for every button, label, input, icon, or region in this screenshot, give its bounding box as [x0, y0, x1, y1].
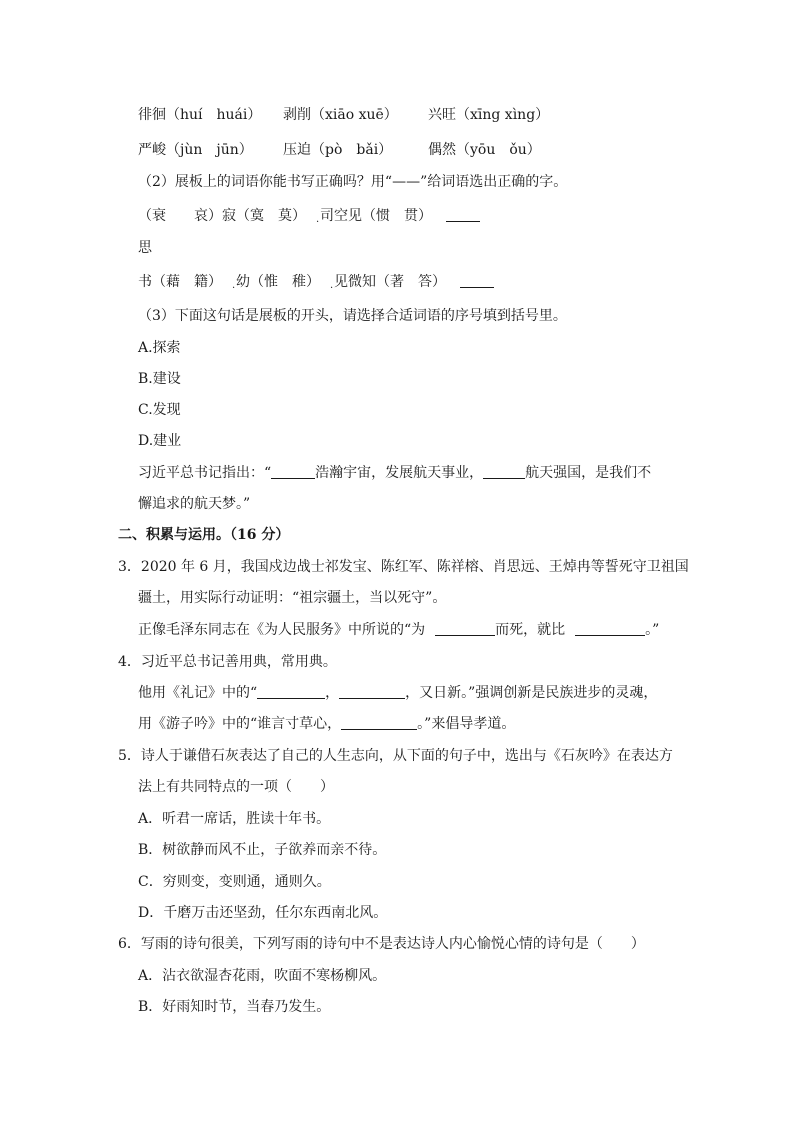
fill-sentence — [138, 464, 651, 482]
word-choice-row-1 — [138, 207, 480, 225]
word-choice: . 司空见（惯 贯） — [320, 208, 432, 224]
question-4-text: 4．习近平总书记善用典，常用典。 — [118, 654, 337, 670]
answer-blank[interactable] — [339, 684, 405, 699]
word-item: 严峻（jùn jūn） — [138, 142, 253, 158]
word-choice: . 幼（惟 稚） — [236, 274, 320, 290]
option-item: B．树欲静而风不止，子欲养而亲不待。 — [138, 842, 387, 858]
word-choice: 书（藉 籍） — [138, 274, 222, 290]
sentence-text: 。”来倡导孝道。 — [417, 716, 516, 732]
sentence-text: 正像毛泽东同志在《为人民服务》中所说的“为 — [138, 622, 426, 638]
sentence-text: 。” — [645, 622, 660, 638]
answer-blank[interactable] — [257, 684, 325, 699]
word-item: 偶然（yōu ǒu） — [428, 142, 541, 158]
answer-blank[interactable] — [271, 464, 315, 479]
answer-blank[interactable] — [446, 207, 480, 222]
word-item: 兴旺（xīng xìng） — [428, 107, 550, 123]
option-item: C．穷则变，变则通，通则久。 — [138, 874, 331, 890]
option-item: D．千磨万击还坚劲，任尔东西南北风。 — [138, 905, 388, 921]
option-item: A．听君一席话，胜读十年书。 — [138, 811, 331, 827]
question-2-prompt: （2）展板上的词语你能书写正确吗？用“——”给词语选出正确的字。 — [138, 174, 568, 190]
option-item: B.建设 — [138, 371, 181, 387]
question-3-text: 3．2020 年 6 月，我国戍边战士祁发宝、陈红军、陈祥榕、肖思远、王焯冉等誓死守卫祖国 — [118, 559, 689, 575]
sentence-text: 习近平总书记指出：“ — [138, 465, 272, 481]
word-choice: . 见微知（著 答） — [334, 274, 446, 290]
word-choice-row-2 — [138, 273, 494, 291]
option-item: A.探索 — [138, 340, 181, 356]
section-heading: 二、积累与运用。（16 分） — [118, 527, 290, 543]
question-5-text: 5．诗人于谦借石灰表达了自己的人生志向，从下面的句子中，选出与《石灰吟》在表达方 — [118, 748, 673, 764]
answer-blank[interactable] — [435, 621, 495, 636]
answer-blank[interactable] — [575, 621, 645, 636]
option-item: A．沾衣欲湿杏花雨，吹面不寒杨柳风。 — [138, 968, 387, 984]
question-3-prompt: （3）下面这句话是展板的开头，请选择合适词语的序号填到括号里。 — [138, 308, 567, 324]
sentence-text: ， — [325, 685, 340, 701]
sentence-text: 懈追求的航天梦。” — [138, 496, 251, 512]
fill-sentence — [138, 621, 659, 639]
sentence-text: 浩瀚宇宙，发展航天事业， — [315, 465, 484, 481]
word-choice: （衰 哀）寂（寞 莫） — [138, 208, 306, 224]
fill-sentence — [138, 715, 515, 733]
option-item: B．好雨知时节，当春乃发生。 — [138, 999, 331, 1015]
word-item: 压迫（pò bǎi） — [283, 142, 393, 158]
sentence-text: 他用《礼记》中的“ — [138, 685, 258, 701]
option-item: D.建业 — [138, 433, 182, 449]
answer-blank[interactable] — [341, 715, 417, 730]
question-3-text: 疆土，用实际行动证明：“祖宗疆土，当以死守”。 — [138, 590, 447, 606]
wrapped-char: 思 — [138, 240, 152, 256]
sentence-text: ，又日新。”强调创新是民族进步的灵魂， — [405, 685, 658, 701]
word-item: 徘徊（huí huái） — [138, 107, 262, 123]
answer-blank[interactable] — [483, 464, 525, 479]
answer-blank[interactable] — [460, 273, 494, 288]
sentence-text: 用《游子吟》中的“谁言寸草心， — [138, 716, 342, 732]
question-5-text: 法上有共同特点的一项（ ） — [138, 779, 334, 795]
question-6-text: 6．写雨的诗句很美，下列写雨的诗句中不是表达诗人内心愉悦心情的诗句是（ ） — [118, 936, 645, 952]
fill-sentence — [138, 684, 657, 702]
sentence-text: 而死，就比 — [495, 622, 566, 638]
sentence-text: 航天强国，是我们不 — [525, 465, 652, 481]
option-item: C.发现 — [138, 402, 181, 418]
word-item: 剥削（xiāo xuē） — [283, 107, 398, 123]
